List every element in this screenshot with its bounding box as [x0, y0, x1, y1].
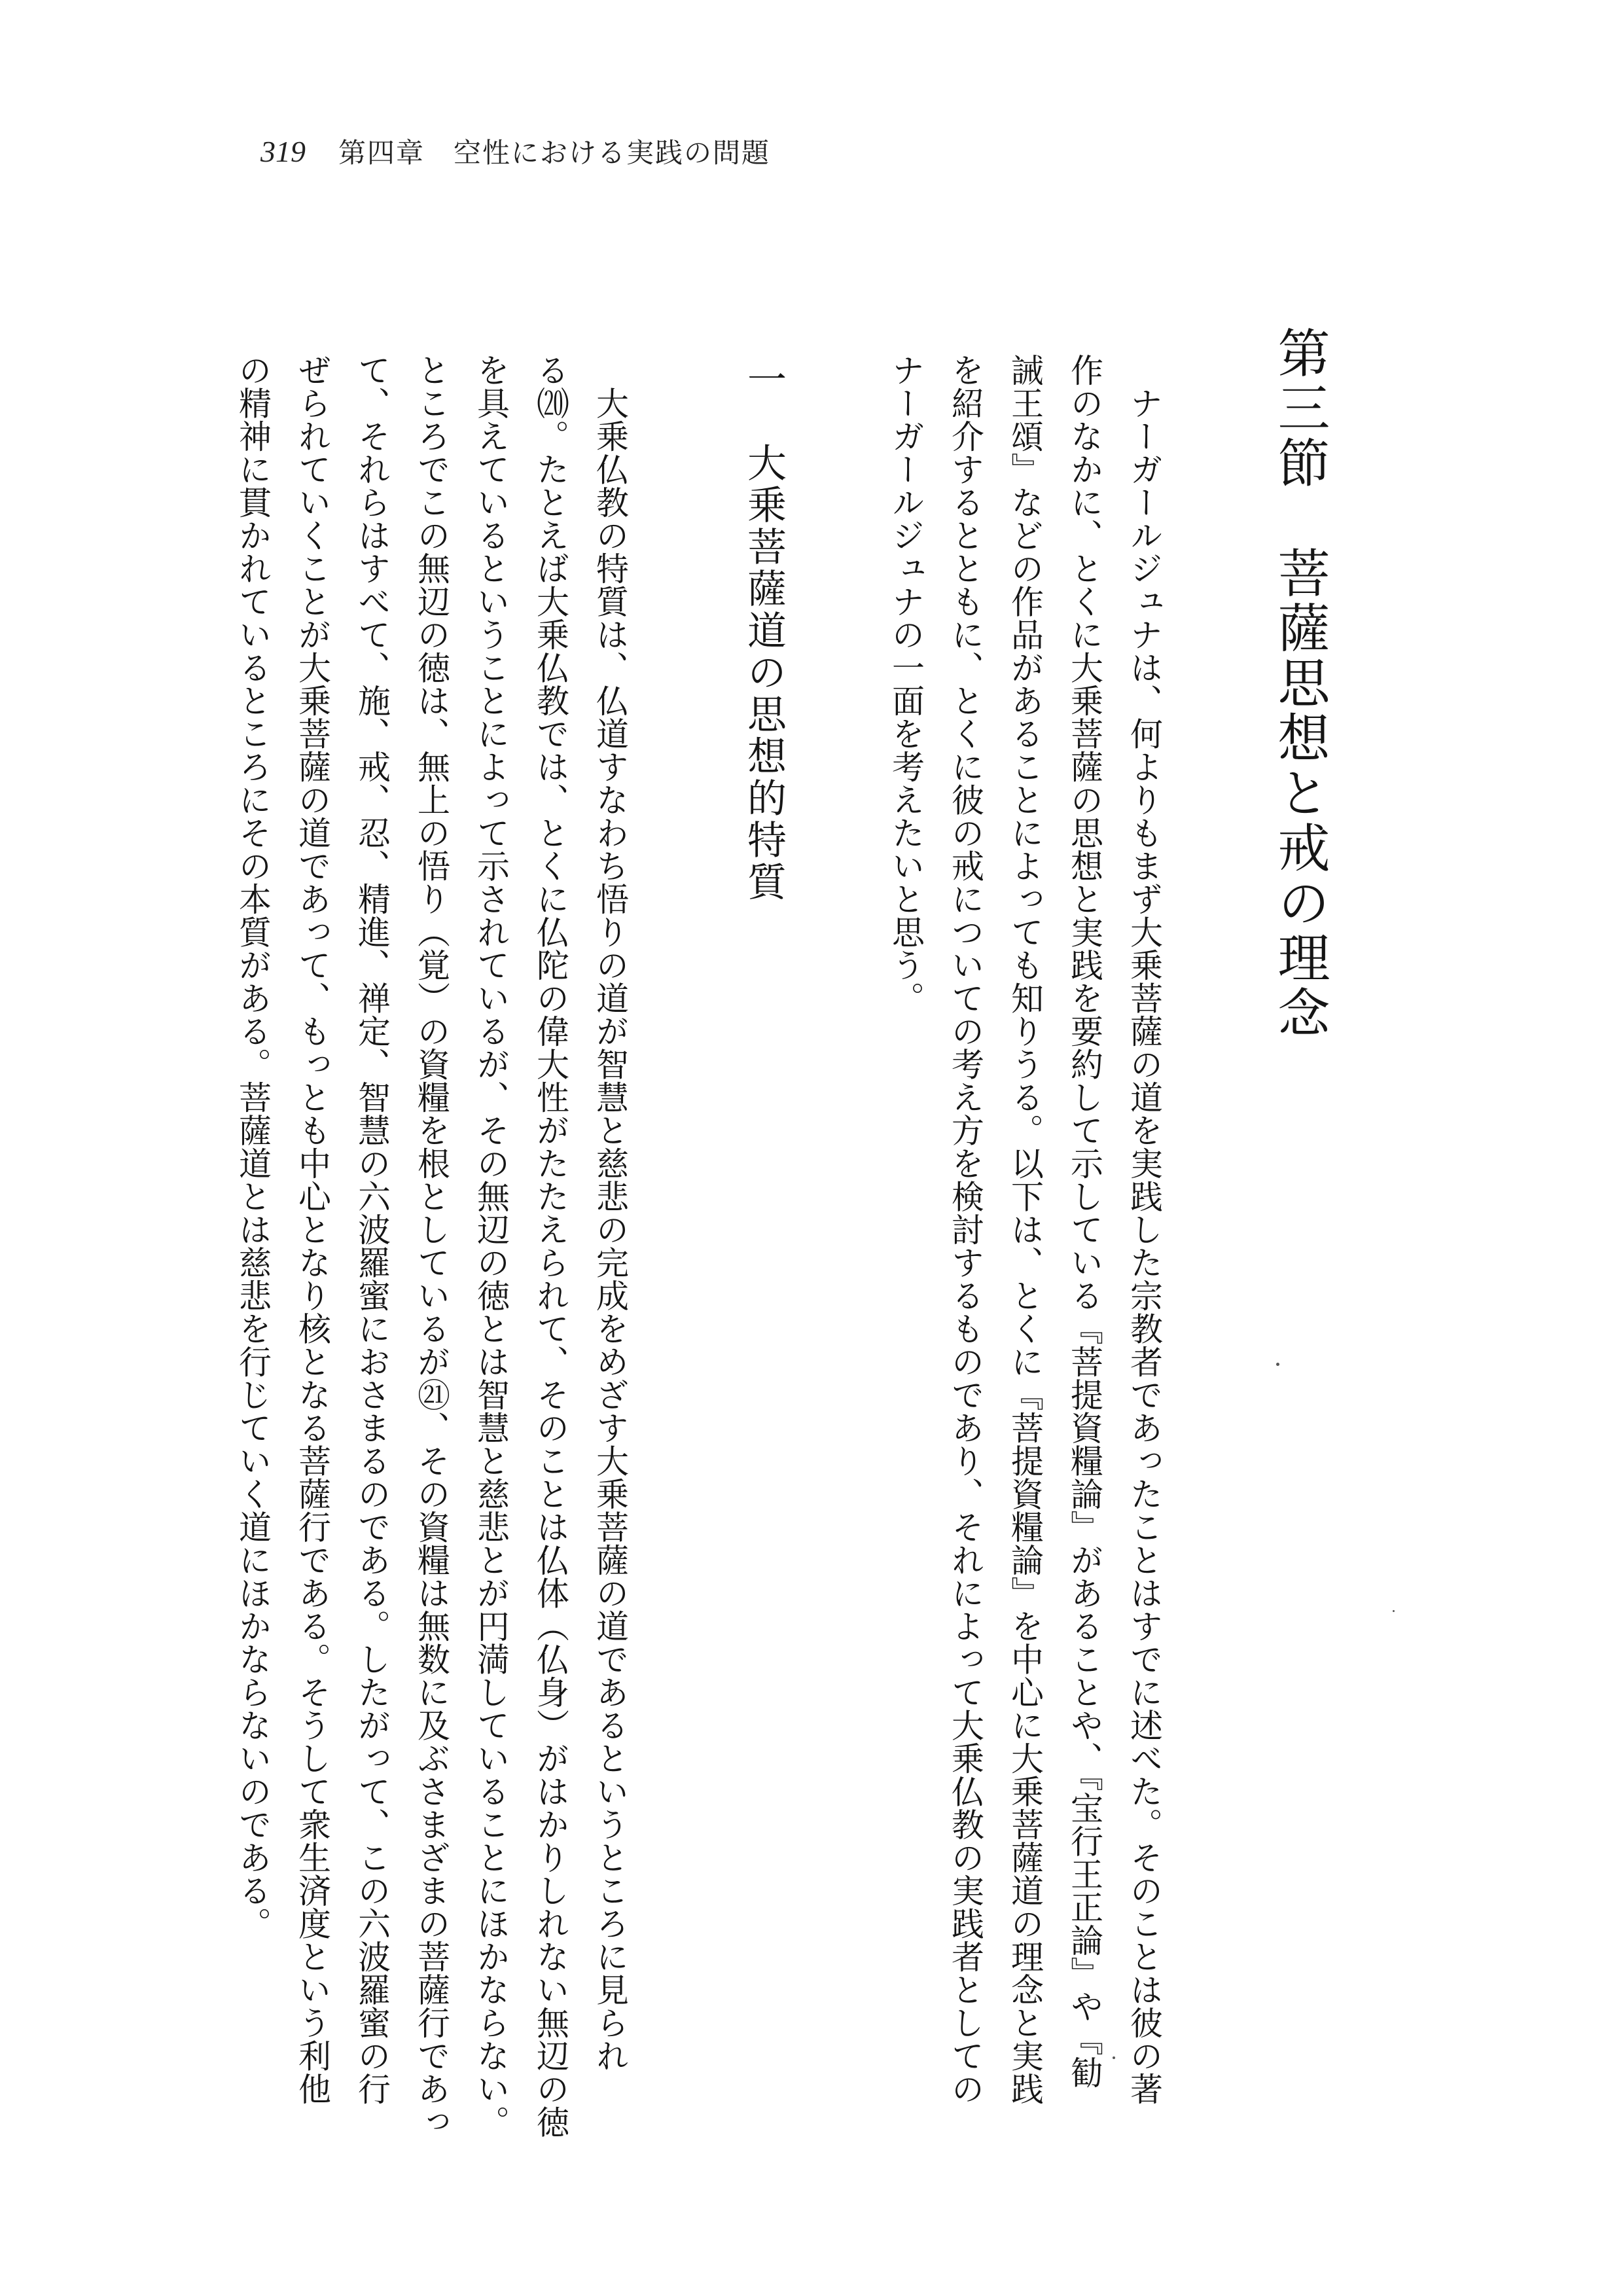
text-column: の精神に貫かれているところにその本質がある。菩薩道とは慈悲を行じていく道にほかならないのである。: [234, 353, 272, 1940]
text-column: を紹介するとともに、とくに彼の戒についての考え方を検討するものであり、それによって大乗仏教の実践者としての: [946, 353, 984, 2106]
subsection-title: 一 大乗菩薩道の思想的特質: [741, 359, 787, 903]
text-column: 誡王頌』などの作品があることによっても知りうる。以下は、とくに『菩提資糧論』を中心に大乗菩薩道の理念と実践: [1006, 353, 1044, 2106]
page-number: 319: [260, 134, 306, 168]
text-column: を具えているということによって示されているが、その無辺の徳とは智慧と慈悲とが円満していることにほかならない。: [472, 353, 510, 2138]
text-column: ナーガールジュナは、何よりもまず大乗菩薩の道を実践した宗教者であったことはすでに述べた。そのことは彼の著: [1125, 353, 1163, 2106]
text-column: る⒇。たとえば大乗仏教では、とくに仏陀の偉大性がたたえられて、そのことは仏体（仏身）がはかりしれない無辺の徳: [531, 353, 569, 2138]
scan-speck: [1113, 2056, 1115, 2059]
intro-paragraph: [876, 353, 1173, 2134]
scan-speck: [1276, 1363, 1279, 1366]
text-column: 大乗仏教の特質は、仏道すなわち悟りの道が智慧と慈悲の完成をめざす大乗菩薩の道であるというところに見られ: [591, 353, 629, 2072]
section-title: 第三節 菩薩思想と戒の理念: [1269, 326, 1330, 1041]
text-column: て、それらはすべて、施、戒、忍、精進、禅定、智慧の六波羅蜜におさまるのである。したがって、この六波羅蜜の行: [353, 353, 391, 2106]
chapter-title: 第四章 空性における実践の問題: [338, 137, 771, 169]
running-head: [260, 128, 770, 174]
scan-speck: [1393, 1610, 1395, 1612]
text-column: 作のなかに、とくに大乗菩薩の思想と実践を要約して示している『菩提資糧論』があることや、『宝行王正論』や『勧: [1065, 353, 1103, 2089]
main-paragraph: [223, 353, 639, 2138]
text-column: ところでこの無辺の徳は、無上の悟り（覚）の資糧を根としているが㉑、その資糧は無数に及ぶさまざまの菩薩行であっ: [412, 353, 450, 2138]
text-column: ぜられていくことが大乗菩薩の道であって、もっとも中心となり核となる菩薩行である。そうして衆生済度という利他: [293, 353, 331, 2106]
text-column: ナーガールジュナの一面を考えたいと思う。: [887, 353, 925, 1014]
